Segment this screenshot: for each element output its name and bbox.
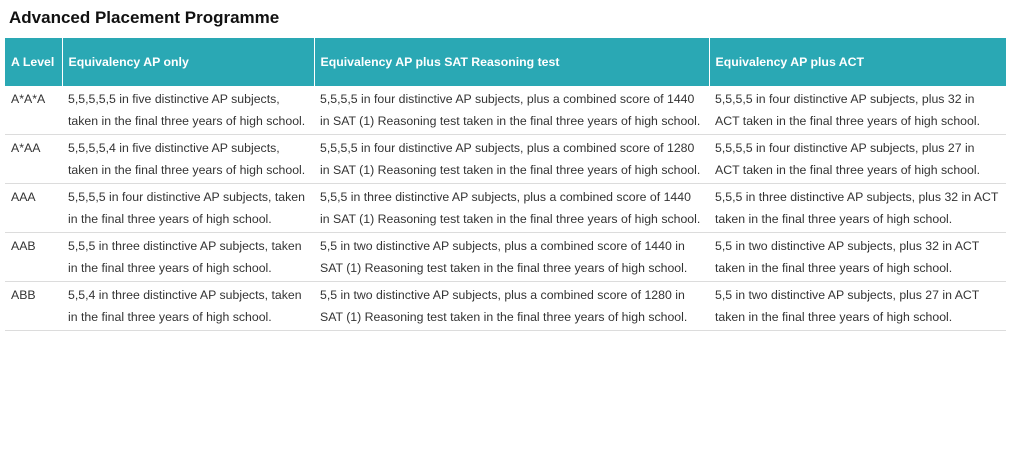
header-a-level: A Level (5, 38, 62, 86)
header-ap-sat: Equivalency AP plus SAT Reasoning test (314, 38, 709, 86)
table-row (5, 233, 1006, 282)
cell-ap-sat: 5,5,5,5 in four distinctive AP subjects, plus a combined score of 1440 in SAT (1) Reasoning test taken in the final three years of high school. (314, 86, 709, 135)
cell-ap-act: 5,5,5 in three distinctive AP subjects, plus 32 in ACT taken in the final three years of high school. (709, 184, 1006, 233)
cell-ap-sat: 5,5 in two distinctive AP subjects, plus a combined score of 1280 in SAT (1) Reasoning test taken in the final three years of high school. (314, 282, 709, 331)
table-body (5, 86, 1006, 331)
cell-a-level: ABB (5, 282, 62, 331)
header-ap-only: Equivalency AP only (62, 38, 314, 86)
cell-ap-act: 5,5 in two distinctive AP subjects, plus 27 in ACT taken in the final three years of high school. (709, 282, 1006, 331)
cell-ap-act: 5,5,5,5 in four distinctive AP subjects, plus 27 in ACT taken in the final three years of high school. (709, 135, 1006, 184)
equivalency-table (5, 38, 1006, 331)
cell-ap-only: 5,5,5,5,4 in five distinctive AP subjects, taken in the final three years of high school. (62, 135, 314, 184)
table-row (5, 135, 1006, 184)
table-header (5, 38, 1006, 86)
table-row (5, 184, 1006, 233)
header-row (5, 38, 1006, 86)
cell-ap-only: 5,5,5 in three distinctive AP subjects, taken in the final three years of high school. (62, 233, 314, 282)
page-title: Advanced Placement Programme (9, 8, 280, 27)
cell-a-level: A*AA (5, 135, 62, 184)
cell-ap-sat: 5,5 in two distinctive AP subjects, plus a combined score of 1440 in SAT (1) Reasoning test taken in the final three years of high school. (314, 233, 709, 282)
header-ap-act: Equivalency AP plus ACT (709, 38, 1006, 86)
cell-a-level: AAB (5, 233, 62, 282)
cell-ap-sat: 5,5,5,5 in four distinctive AP subjects, plus a combined score of 1280 in SAT (1) Reasoning test taken in the final three years of high school. (314, 135, 709, 184)
cell-ap-sat: 5,5,5 in three distinctive AP subjects, plus a combined score of 1440 in SAT (1) Reasoning test taken in the final three years of high school. (314, 184, 709, 233)
cell-ap-only: 5,5,4 in three distinctive AP subjects, taken in the final three years of high school. (62, 282, 314, 331)
cell-ap-act: 5,5,5,5 in four distinctive AP subjects, plus 32 in ACT taken in the final three years of high school. (709, 86, 1006, 135)
table-row (5, 282, 1006, 331)
cell-a-level: AAA (5, 184, 62, 233)
cell-ap-only: 5,5,5,5,5 in five distinctive AP subjects, taken in the final three years of high school. (62, 86, 314, 135)
cell-ap-only: 5,5,5,5 in four distinctive AP subjects, taken in the final three years of high school. (62, 184, 314, 233)
cell-ap-act: 5,5 in two distinctive AP subjects, plus 32 in ACT taken in the final three years of high school. (709, 233, 1006, 282)
table-row (5, 86, 1006, 135)
cell-a-level: A*A*A (5, 86, 62, 135)
